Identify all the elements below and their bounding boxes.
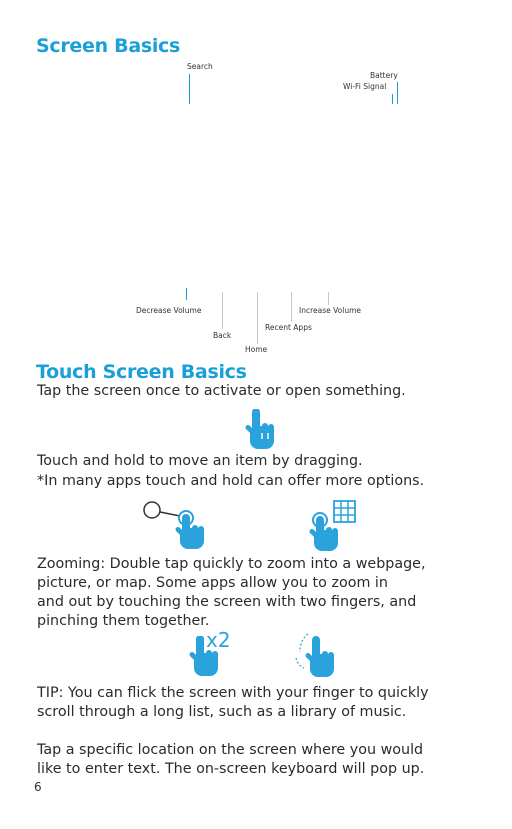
recent-apps-pointer-line [291, 292, 292, 322]
battery-pointer-line [397, 82, 398, 104]
pinch-hand-icon [294, 630, 342, 680]
zoom-instruction-line1: Zooming: Double tap quickly to zoom into a webpage, [37, 556, 426, 572]
hold-instruction-line1: Touch and hold to move an item by dragging. [37, 453, 363, 469]
home-pointer-line [257, 292, 258, 344]
decrease-volume-pointer-line [186, 288, 187, 300]
tip-line1: TIP: You can flick the screen with your finger to quickly [37, 685, 429, 701]
search-label: Search [187, 62, 213, 71]
back-label: Back [213, 331, 232, 340]
double-tap-badge: x2 [206, 628, 231, 652]
wifi-signal-label: Wi-Fi Signal [343, 82, 387, 91]
decrease-volume-label: Decrease Volume [136, 306, 202, 315]
screen-basics-heading: Screen Basics [36, 35, 181, 57]
hold-instruction-line2: *In many apps touch and hold can offer more options. [37, 473, 425, 489]
back-pointer-line [222, 292, 223, 329]
increase-volume-label: Increase Volume [299, 306, 362, 315]
menu-grid-hand-icon [306, 500, 370, 554]
drag-hand-icon [140, 500, 212, 554]
enter-text-line1: Tap a specific location on the screen where you would [37, 742, 424, 758]
home-label: Home [245, 345, 268, 354]
page-number: 6 [34, 780, 42, 794]
increase-volume-pointer-line [328, 292, 329, 305]
wifi-pointer-line [392, 94, 393, 104]
recent-apps-label: Recent Apps [265, 323, 312, 332]
touch-basics-heading: Touch Screen Basics [36, 361, 247, 383]
zoom-instruction-line3: and out by touching the screen with two fingers, and [37, 594, 417, 610]
tap-hand-icon [242, 409, 278, 453]
battery-label: Battery [370, 71, 398, 80]
zoom-instruction-line2: picture, or map. Some apps allow you to zoom in [37, 575, 388, 591]
tip-line2: scroll through a long list, such as a library of music. [37, 704, 407, 720]
tap-instruction: Tap the screen once to activate or open something. [37, 383, 406, 399]
zoom-instruction-line4: pinching them together. [37, 613, 210, 629]
search-pointer-line [189, 74, 190, 104]
enter-text-line2: like to enter text. The on-screen keyboard will pop up. [37, 761, 425, 777]
